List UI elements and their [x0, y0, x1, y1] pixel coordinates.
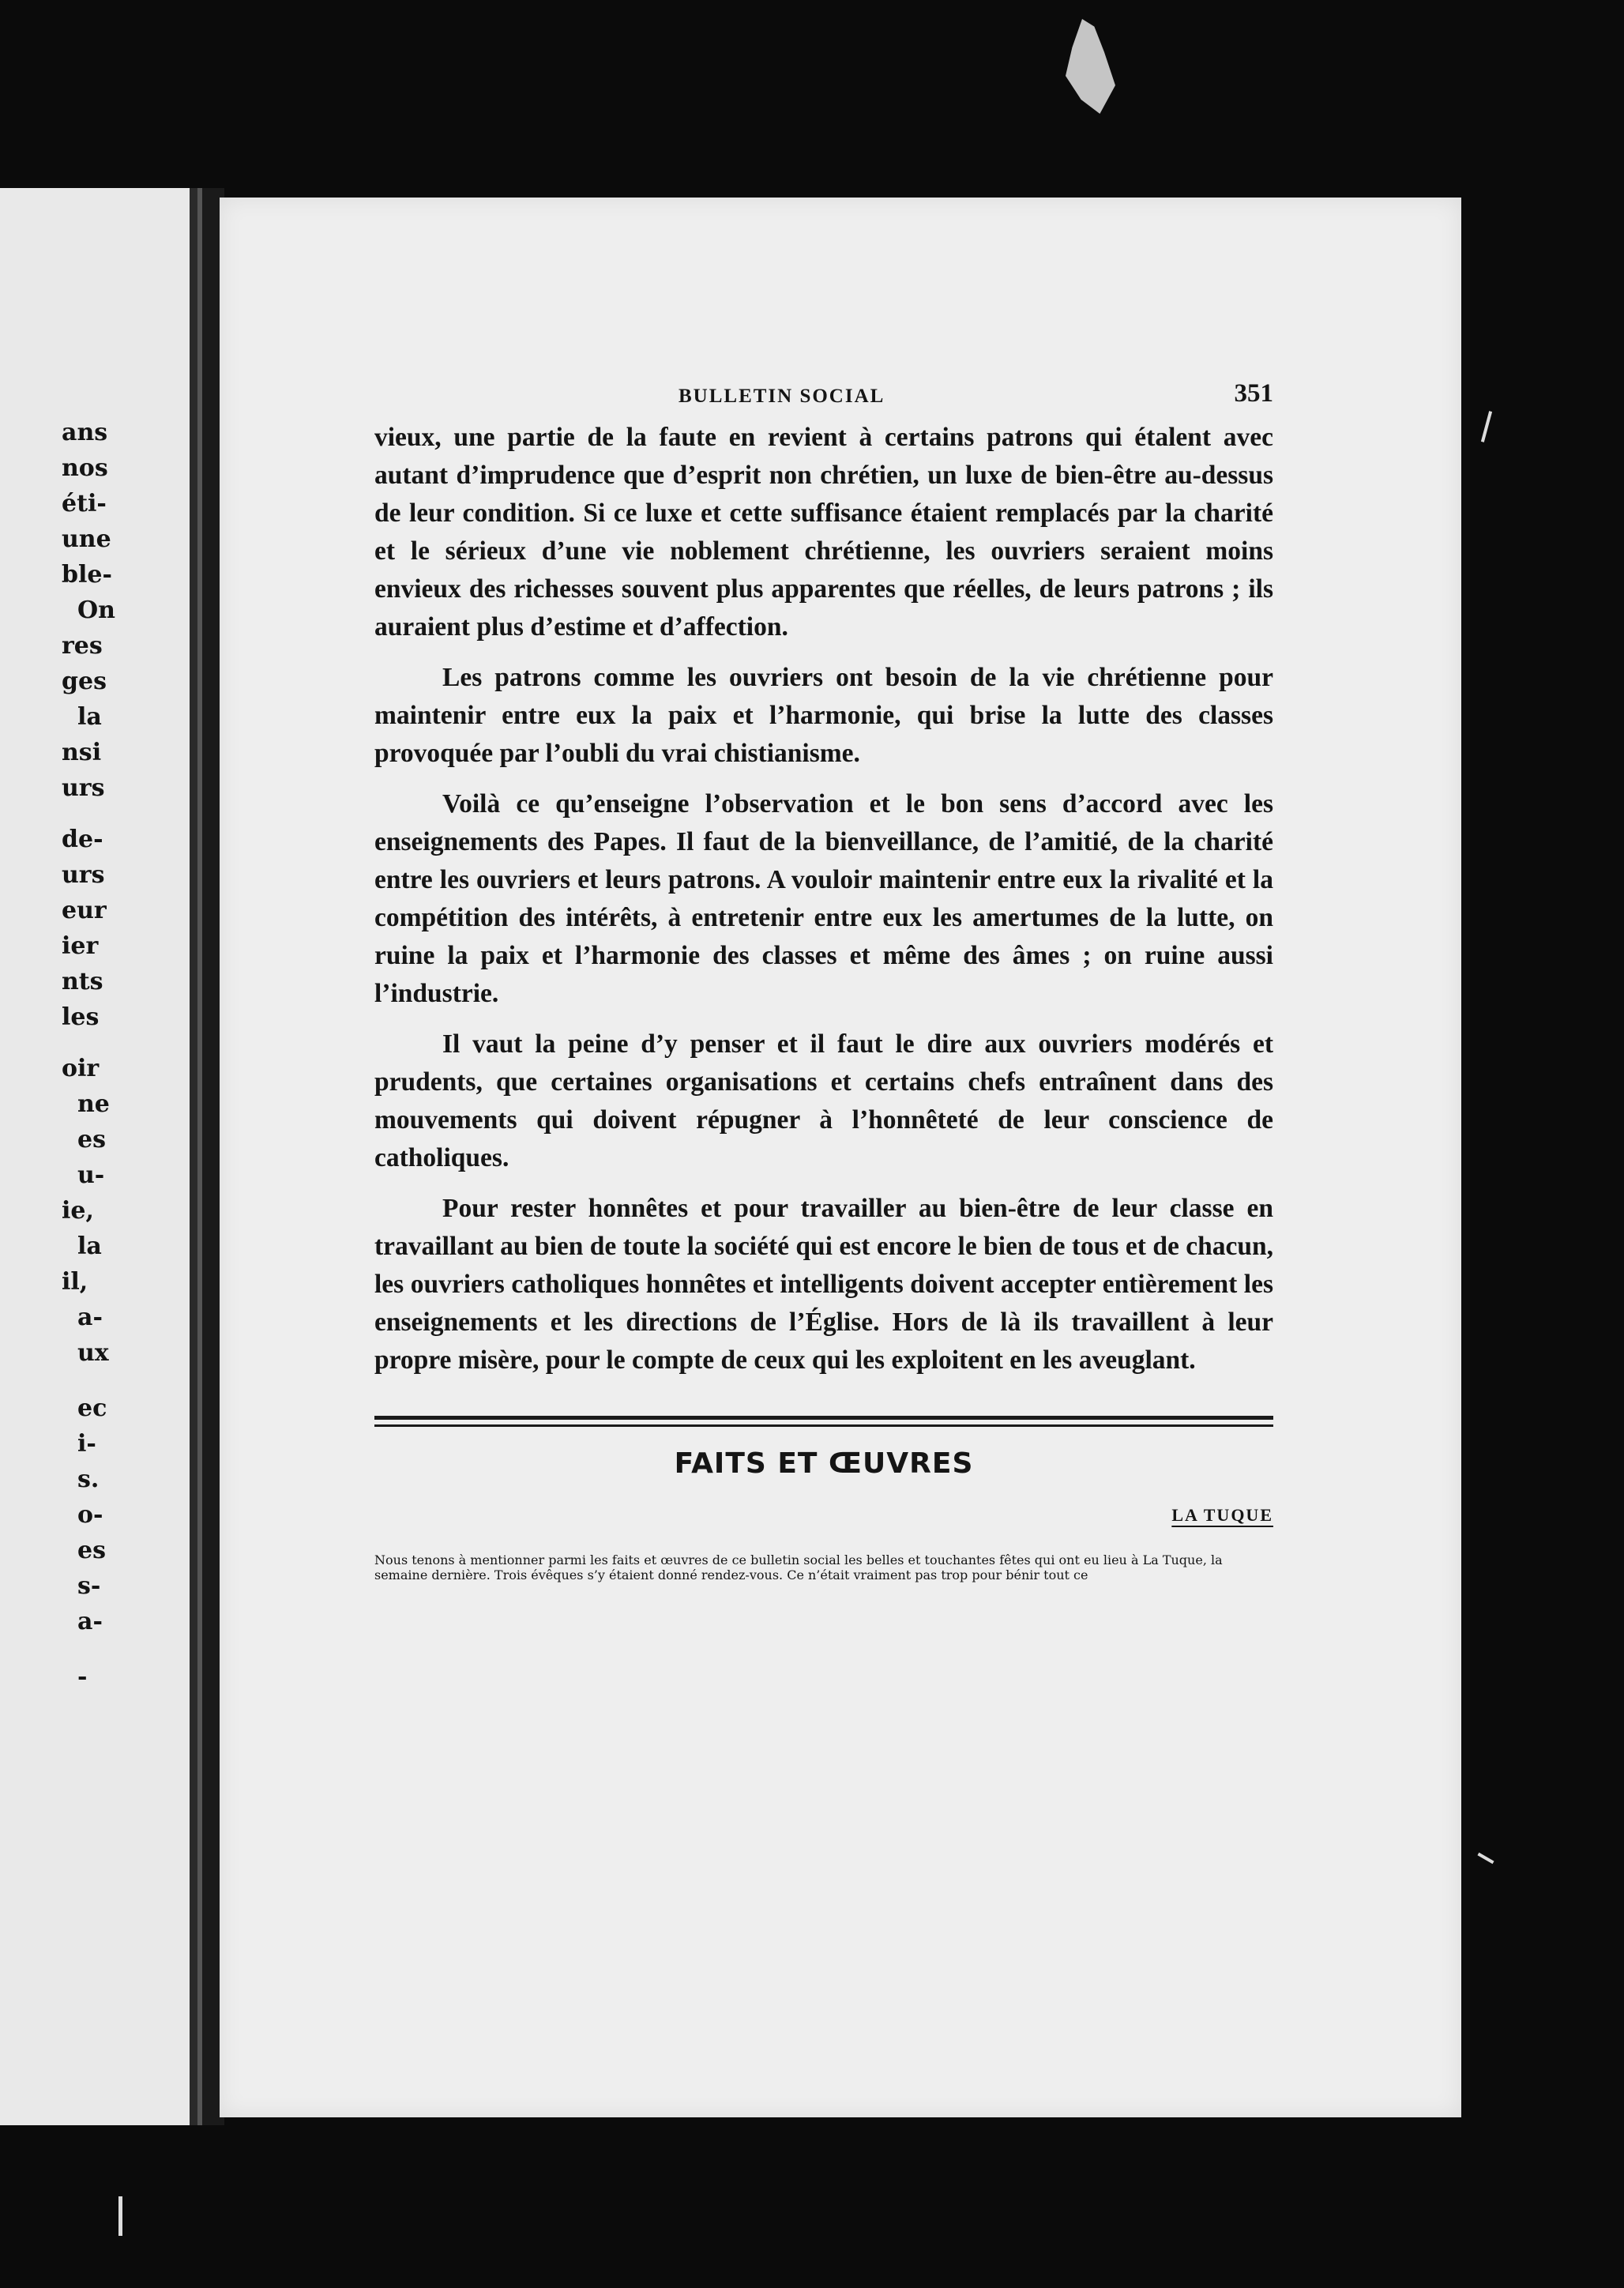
left-page-fragment: de-	[62, 826, 103, 853]
paragraph: Voilà ce qu’enseigne l’observation et le bon sens d’accord avec les enseignements des Papes. Il faut de la bienveillance, de l’amitié, de la charité entre les ouvriers et leurs patrons. A vouloir maintenir entre eux la rivalité et la compétition des intérêts, à entretenir entre eux les amertumes de la lutte, on ruine la paix et l’harmonie des classes et même des âmes ; on ruine aussi l’industrie.	[374, 789, 1273, 1008]
left-page-fragment: ux	[77, 1339, 109, 1367]
left-page-fragment: s.	[77, 1466, 100, 1493]
left-page-fragment: ier	[62, 932, 99, 960]
page-content	[374, 379, 1273, 1595]
left-page-fragment: la	[77, 1232, 102, 1260]
left-page-fragment: ges	[62, 668, 107, 695]
left-page	[0, 188, 197, 2125]
left-page-fragment: res	[62, 632, 103, 660]
paragraph: Les patrons comme les ouvriers ont besoin de la vie chrétienne pour maintenir entre eux la paix et l’harmonie, qui brise la lutte des classes provoquée par l’oubli du vrai chistianisme.	[374, 663, 1273, 768]
left-page-fragment: u-	[77, 1161, 105, 1189]
article-body	[374, 419, 1273, 1379]
left-page-fragment: oir	[62, 1055, 100, 1082]
left-page-fragment: urs	[62, 774, 105, 802]
speck	[118, 2196, 122, 2236]
left-page-fragment: ne	[77, 1090, 110, 1118]
left-page-fragment: une	[62, 525, 111, 553]
left-page-fragment: nos	[62, 454, 108, 482]
left-page-fragment: ec	[77, 1394, 107, 1422]
section-divider	[374, 1416, 1273, 1427]
left-page-fragment: ble-	[62, 561, 112, 589]
paper-damage	[1060, 19, 1115, 114]
left-page-fragment: o-	[77, 1501, 103, 1529]
left-page-fragment: -	[77, 1663, 88, 1691]
paragraph: Il vaut la peine d’y penser et il faut le dire aux ouvriers modérés et prudents, que certaines organisations et certains chefs entraînent dans des mouvements qui doivent répugner à l’honnêteté de leur conscience de catholiques.	[374, 1029, 1273, 1172]
left-page-fragment: éti-	[62, 490, 107, 517]
paragraph: Pour rester honnêtes et pour travailler au bien-être de leur classe en travaillant au bien de toute la société qui est encore le bien de tous et de chacun, les ouvriers catholiques honnêtes et intelligents doivent accepter entièrement les enseignements et les directions de l’Église. Hors de là ils travaillent à leur propre misère, pour le compte de ceux qui les exploitent en les aveuglant.	[374, 1194, 1273, 1375]
left-page-fragment: i-	[77, 1430, 96, 1458]
left-page-fragment: On	[77, 596, 115, 624]
section-subtitle: LA TUQUE	[1171, 1505, 1273, 1525]
left-page-fragment: es	[77, 1126, 106, 1153]
section-body	[374, 1552, 1273, 1582]
left-page-fragment: urs	[62, 861, 105, 889]
left-page-fragment: les	[62, 1003, 100, 1031]
speck	[1481, 411, 1492, 442]
left-page-fragment: a-	[77, 1304, 103, 1331]
section-title: FAITS ET ŒUVRES	[674, 1447, 974, 1480]
page-number: 351	[1234, 379, 1273, 408]
left-page-fragment: eur	[62, 897, 107, 924]
running-head: BULLETIN SOCIAL	[679, 386, 885, 407]
left-page-fragment: ans	[62, 419, 108, 446]
left-page-fragment: ie,	[62, 1197, 94, 1225]
left-page-fragment: es	[77, 1537, 106, 1564]
left-page-fragment: la	[77, 703, 102, 731]
paragraph: Nous tenons à mentionner parmi les faits et œuvres de ce bulletin social les belles et touchantes fêtes qui ont eu lieu à La Tuque, la semaine dernière. Trois évêques s’y étaient donné rendez-vous. Ce n’était vraiment pas trop pour bénir tout ce	[374, 1552, 1223, 1582]
main-page	[220, 198, 1461, 2117]
page-header	[374, 379, 1273, 419]
left-page-fragment: il,	[62, 1268, 88, 1296]
speck	[1477, 1853, 1494, 1864]
left-page-fragment: a-	[77, 1608, 103, 1635]
left-page-fragment: s-	[77, 1572, 101, 1600]
left-page-fragment: nts	[62, 968, 103, 995]
left-page-fragment: nsi	[62, 739, 102, 766]
paragraph: vieux, une partie de la faute en revient à certains patrons qui étalent avec autant d’imprudence que d’esprit non chrétien, un luxe de bien-être au-dessus de leur condition. Si ce luxe et cette suffisance étaient remplacés par la charité et le sérieux d’une vie noblement chrétienne, les ouvriers seraient moins envieux des richesses souvent plus apparentes que réelles, de leurs patrons ; ils auraient plus d’estime et d’affection.	[374, 423, 1273, 642]
